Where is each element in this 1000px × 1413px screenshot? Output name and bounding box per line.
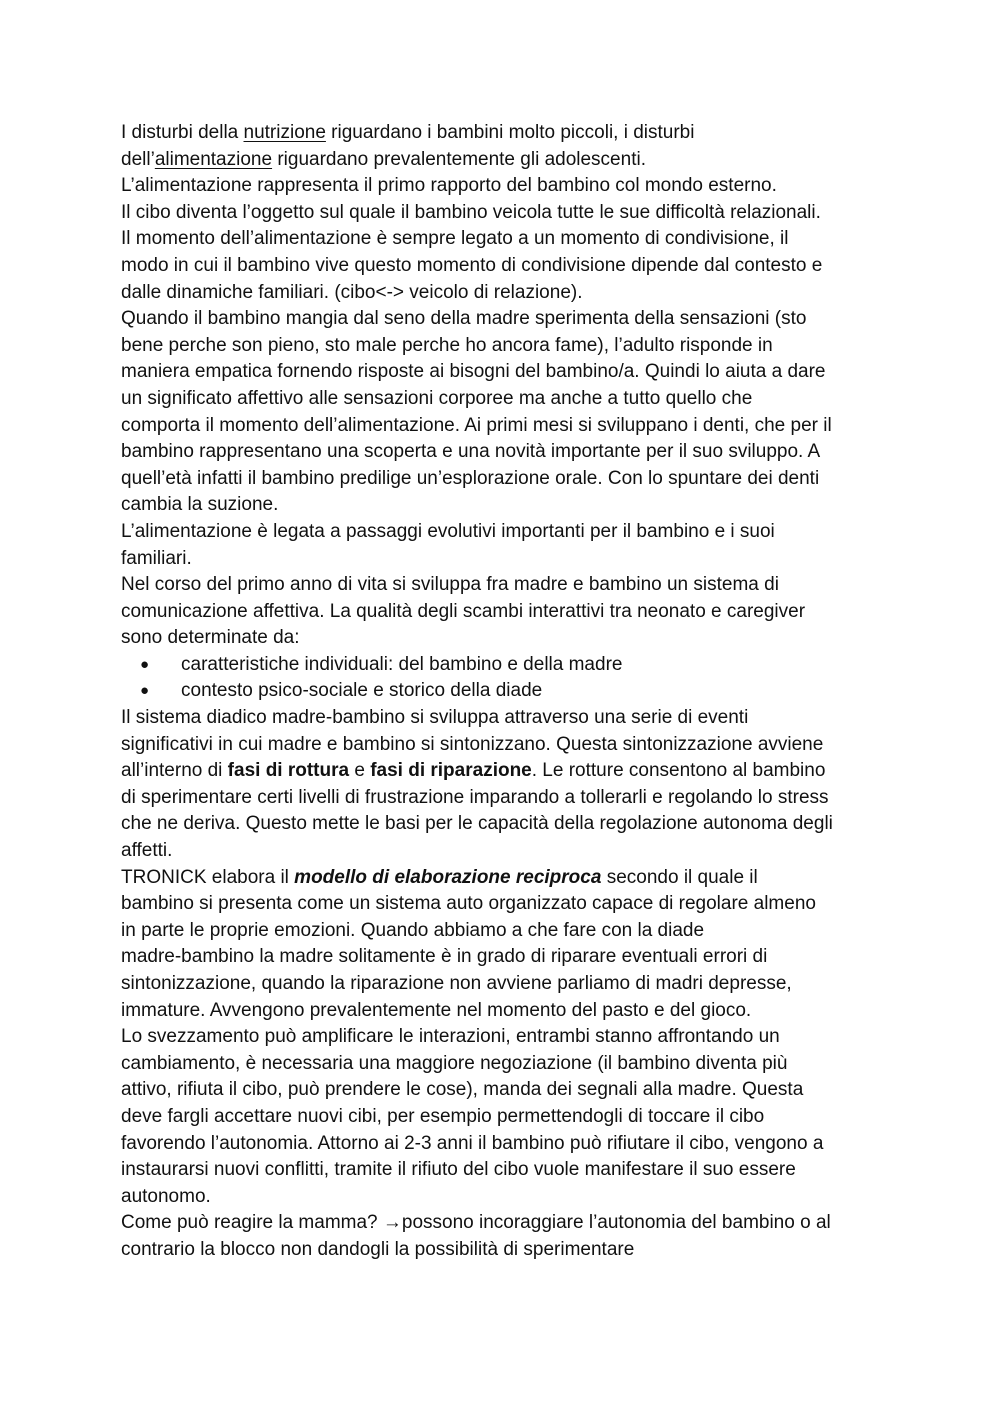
text-line: [121, 280, 891, 307]
text-segment: all’interno di: [121, 760, 228, 782]
text-line: [121, 838, 891, 865]
text-segment: caratteristiche individuali: del bambino e della madre: [181, 653, 623, 675]
text-segment: sono determinate da:: [121, 627, 300, 649]
text-segment: immature. Avvengono prevalentemente nel momento del pasto e del gioco.: [121, 999, 752, 1021]
text-line: [121, 359, 891, 386]
text-segment: sintonizzazione, quando la riparazione non avviene parliamo di madri depresse,: [121, 973, 792, 994]
text-line: [121, 732, 891, 759]
text-line: [121, 705, 891, 732]
bullet-item: [121, 678, 891, 705]
text-segment: attivo, rifiuta il cibo, può prendere le cose), manda dei segnali alla madre. Questa: [121, 1079, 804, 1101]
text-line: [121, 546, 891, 573]
text-segment: un significato affettivo alle sensazioni corporee ma anche a tutto quello che: [121, 387, 753, 409]
text-line: [121, 918, 891, 945]
text-line: [121, 492, 891, 519]
text-segment: bambino rappresentano una scoperta e una novità importante per il suo sviluppo. A: [121, 441, 821, 463]
text-segment: dalle dinamiche familiari. (cibo<-> veicolo di relazione).: [121, 281, 583, 303]
text-segment: . Le rotture consentono al bambino: [531, 760, 826, 782]
text-segment: comporta il momento dell’alimentazione. Ai primi mesi si sviluppano i denti, che per il: [121, 414, 832, 436]
text-line: [121, 811, 891, 838]
text-segment: in parte le proprie emozioni. Quando abbiamo a che fare con la diade: [121, 919, 705, 941]
text-line: [121, 1157, 891, 1184]
text-segment: maniera empatica fornendo risposte ai bisogni del bambino/a. Quindi lo aiuta a dare: [121, 361, 826, 383]
text-segment: cambiamento, è necessaria una maggiore negoziazione (il bambino diventa più: [121, 1052, 788, 1074]
text-segment: contesto psico-sociale e storico della diade: [181, 680, 543, 702]
text-line: [121, 253, 891, 280]
text-line: [121, 865, 891, 892]
text-segment: affetti.: [121, 840, 173, 862]
text-segment: instaurarsi nuovi conflitti, tramite il rifiuto del cibo vuole manifestare il suo essere: [121, 1159, 796, 1181]
text-segment: modo in cui il bambino vive questo momento di condivisione dipende dal contesto e: [121, 254, 823, 276]
text-line: [121, 333, 891, 360]
text-segment: e: [349, 760, 371, 782]
text-segment: L’alimentazione è legata a passaggi evolutivi importanti per il bambino e i suoi: [121, 520, 775, 542]
text-line: [121, 147, 891, 174]
text-segment: quell’età infatti il bambino predilige un’esplorazione orale. Con lo spuntare dei denti: [121, 467, 820, 489]
text-segment: riguardano i bambini molto piccoli, i disturbi: [325, 122, 695, 143]
text-segment: secondo il quale il: [601, 866, 758, 888]
text-line: [121, 758, 891, 785]
text-segment: Quando il bambino mangia dal seno della madre sperimenta della sensazioni (sto: [121, 308, 807, 330]
text-segment: comunicazione affettiva. La qualità degli scambi interattivi tra neonato e caregiver: [121, 600, 806, 622]
underlined-term: nutrizione: [243, 122, 326, 143]
text-segment: TRONICK elabora il: [121, 866, 295, 888]
text-line: [121, 466, 891, 493]
bullet-item: [121, 652, 891, 679]
text-segment: Lo svezzamento può amplificare le interazioni, entrambi stanno affrontando un: [121, 1026, 780, 1048]
text-segment: bambino si presenta come un sistema auto organizzato capace di regolare almeno: [121, 893, 816, 915]
text-segment: deve fargli accettare nuovi cibi, per esempio permettendogli di toccare il cibo: [121, 1105, 765, 1127]
text-segment: favorendo l’autonomia. Attorno ai 2-3 anni il bambino può rifiutare il cibo, vengono a: [121, 1132, 824, 1154]
text-line: [121, 625, 891, 652]
text-line: [121, 1051, 891, 1078]
bullet-icon: ●: [140, 682, 150, 700]
bold-term: fasi di rottura: [227, 760, 350, 782]
text-line: [121, 120, 891, 147]
text-segment: Come può reagire la mamma? →possono incoraggiare l’autonomia del bambino o al: [121, 1212, 831, 1234]
text-line: [121, 226, 891, 253]
text-line: [121, 971, 891, 998]
text-line: [121, 439, 891, 466]
text-line: [121, 1077, 891, 1104]
text-line: [121, 1104, 891, 1131]
bold-term: fasi di riparazione: [370, 760, 532, 782]
bold-italic-term: modello di elaborazione reciproca: [294, 866, 602, 888]
text-segment: che ne deriva. Questo mette le basi per le capacità della regolazione autonoma degli: [121, 813, 833, 835]
text-line: [121, 572, 891, 599]
text-segment: cambia la suzione.: [121, 494, 279, 516]
text-segment: riguardano prevalentemente gli adolescenti.: [272, 148, 646, 170]
underlined-term: alimentazione: [154, 148, 273, 170]
text-segment: I disturbi della: [121, 122, 244, 143]
text-segment: significativi in cui madre e bambino si sintonizzano. Questa sintonizzazione avviene: [121, 733, 824, 755]
text-line: [121, 306, 891, 333]
text-line: [121, 998, 891, 1025]
text-segment: Il sistema diadico madre-bambino si sviluppa attraverso una serie di eventi: [121, 707, 749, 729]
text-segment: dell’: [121, 148, 155, 170]
text-line: [121, 891, 891, 918]
text-line: [121, 1237, 891, 1264]
text-line: [121, 1210, 891, 1237]
text-line: [121, 785, 891, 812]
text-line: [121, 1024, 891, 1051]
text-line: [121, 519, 891, 546]
text-segment: di sperimentare certi livelli di frustrazione imparando a tollerarli e regolando lo stress: [121, 786, 829, 808]
text-line: [121, 1184, 891, 1211]
text-segment: contrario la blocco non dandogli la possibilità di sperimentare: [121, 1238, 635, 1260]
bullet-icon: ●: [140, 655, 150, 673]
text-segment: bene perche son pieno, sto male perche ho ancora fame), l’adulto risponde in: [121, 334, 773, 356]
text-line: [121, 1131, 891, 1158]
text-segment: familiari.: [121, 547, 192, 569]
text-segment: Il momento dell’alimentazione è sempre legato a un momento di condivisione, il: [121, 228, 789, 250]
text-line: [121, 599, 891, 626]
document-page: [121, 120, 891, 1264]
text-segment: autonomo.: [121, 1185, 211, 1207]
text-line: [121, 386, 891, 413]
text-segment: L’alimentazione rappresenta il primo rapporto del bambino col mondo esterno.: [121, 175, 777, 197]
text-line: [121, 200, 891, 227]
text-line: [121, 173, 891, 200]
text-segment: Nel corso del primo anno di vita si sviluppa fra madre e bambino un sistema di: [121, 574, 779, 596]
text-line: [121, 944, 891, 971]
text-segment: Il cibo diventa l’oggetto sul quale il bambino veicola tutte le sue difficoltà relazionali.: [121, 201, 821, 223]
text-segment: madre-bambino la madre solitamente è in grado di riparare eventuali errori di: [121, 946, 768, 968]
text-line: [121, 413, 891, 440]
